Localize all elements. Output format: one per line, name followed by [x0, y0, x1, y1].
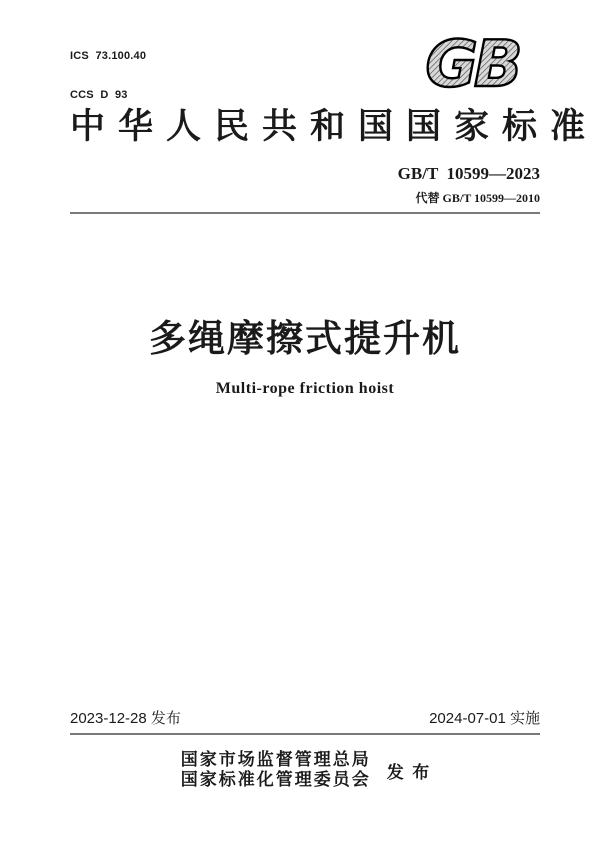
- publisher-line-1: 国家市场监督管理总局: [180, 750, 371, 769]
- implementation-date: 2024-07-01 实施: [429, 710, 540, 727]
- gb-logo-text: GB: [425, 30, 519, 96]
- ccs-code: CCS D 93: [70, 89, 128, 101]
- ics-code: ICS 73.100.40: [70, 50, 147, 62]
- document-title-english: Multi-rope friction hoist: [215, 380, 395, 397]
- header-rule: [70, 212, 540, 214]
- gb-logo: [400, 30, 540, 96]
- document-title-chinese: 多绳摩擦式提升机: [149, 318, 461, 359]
- publish-verb: 发 布: [386, 762, 430, 782]
- publisher-block: [70, 750, 540, 790]
- national-standard-title: 中华人民共和国国家标准: [70, 107, 599, 146]
- standard-number: GB/T 10599—2023: [397, 164, 540, 183]
- date-row: [70, 709, 540, 729]
- publisher-line-2: 国家标准化管理委员会: [180, 770, 371, 789]
- issue-date: 2023-12-28 发布: [70, 710, 181, 727]
- gb-logo-icon: [400, 30, 540, 96]
- publisher-names: [181, 750, 371, 790]
- replaces-note: 代替 GB/T 10599—2010: [415, 191, 540, 205]
- footer-rule: [70, 733, 540, 735]
